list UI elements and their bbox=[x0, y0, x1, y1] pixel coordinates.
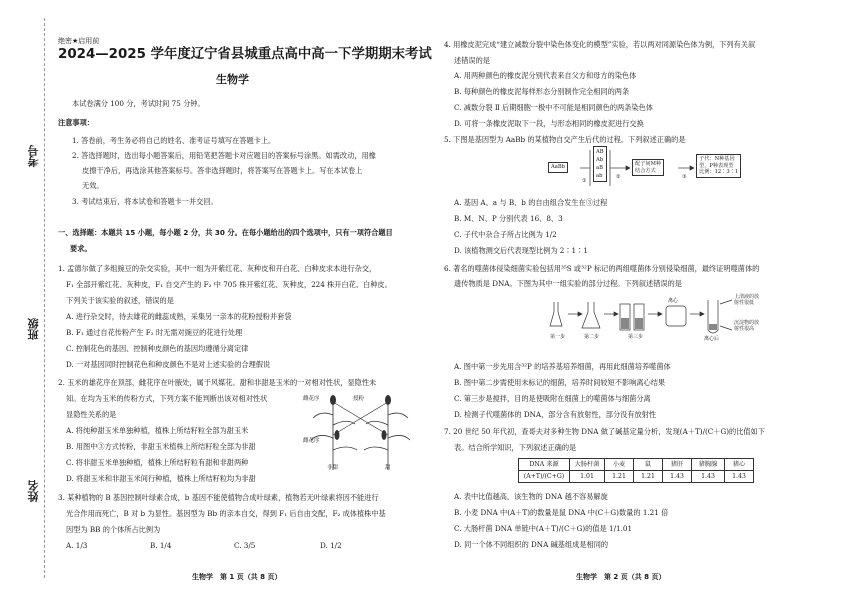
q2-option-c: C. 将非甜玉米单独种植，植株上所结籽粒有甜和非甜两种 bbox=[66, 458, 249, 467]
q2-option-a: A. 将纯种甜玉米单独种植，植株上所结籽粒全部为甜玉米 bbox=[66, 426, 249, 435]
step-marker: ① bbox=[582, 178, 587, 184]
corn-figure bbox=[303, 390, 418, 472]
table-cell: 1.21 bbox=[634, 471, 663, 483]
genetic-cross-diagram bbox=[548, 146, 778, 192]
gamete-label: Ab bbox=[596, 157, 604, 163]
name-label: 姓名 bbox=[27, 480, 40, 502]
q7-option-b: B. 小麦 DNA 中(A＋T)的数量是鼠 DNA 中(C＋G)数量的 1.21 倍 bbox=[454, 508, 669, 517]
binding-margin bbox=[0, 0, 48, 593]
centrifuge-label: 离心 bbox=[668, 298, 679, 304]
step-marker: ③ bbox=[682, 174, 687, 180]
fig-label-ear: 雌花序 bbox=[303, 438, 320, 444]
table-header-row bbox=[519, 459, 754, 471]
offspring-box bbox=[696, 154, 741, 178]
q5-option-b: B. M、N、P 分别代表 16、8、3 bbox=[454, 214, 563, 223]
q4-stem: 述错误的是 bbox=[454, 56, 490, 65]
q3-option-c: C. 3/5 bbox=[234, 541, 256, 550]
secret-mark: 绝密★启用前 bbox=[58, 37, 100, 45]
q7-option-d: D. 同一个体不同组织的 DNA 碱基组成是相同的 bbox=[454, 540, 609, 549]
q3-stem: 光合作用而死亡，B 对 b 为显性。基因型为 Bb 的亲本自交，得到 F₁ 后自由交配，F₂ 成体植株中基 bbox=[66, 509, 386, 518]
q2-stem: 2. 玉米的雄花序在顶部，雌花序在叶腋处，属于风媒花。甜和非甜是玉米的一对相对性状，显隐性未 bbox=[58, 378, 377, 387]
q1-option-c: C. 控制花色的基因、控制种皮颜色的基因均遵循分离定律 bbox=[66, 344, 249, 353]
table-cell: 1.21 bbox=[605, 471, 634, 483]
fig-label-tassel: 雌花序 bbox=[303, 396, 320, 402]
fertilization-line: 结合方式 bbox=[635, 167, 656, 174]
offspring-line: 子代：N种基因 bbox=[699, 156, 735, 162]
table-cell: 1.01 bbox=[570, 471, 605, 483]
step-label: 第二步 bbox=[584, 334, 600, 340]
table-header-cell: 鼠 bbox=[634, 459, 663, 471]
table-row bbox=[519, 471, 754, 483]
table-header-cell: 大肠杆菌 bbox=[570, 459, 605, 471]
q1-stem: F₁ 全部开紫红花、灰种皮，F₁ 自交产生的 F₂ 中 705 株开紫红花、灰种皮，224 株开白花、白种皮。 bbox=[66, 280, 392, 289]
q4-option-d: D. 可将一条橡皮泥取下一段，与形态相同的橡皮泥进行交换 bbox=[454, 119, 644, 128]
class-label: 班级 bbox=[27, 318, 40, 340]
table-cell: 1.43 bbox=[692, 471, 725, 483]
q1-stem: 1. 孟德尔做了多组豌豆的杂交实验，其中一组为开紫红花、灰种皮和开白花、白种皮求本进行杂交， bbox=[58, 264, 377, 273]
q6-option-c: C. 第三步是搅拌，目的是使吸附在细菌上的噬菌体与细菌分离 bbox=[454, 394, 651, 403]
q6-option-a: A. 图中第一步先用含³²P 的培养基培养细菌，再用此细菌培养噬菌体 bbox=[454, 362, 671, 371]
table-header-cell: 猪胸腺 bbox=[692, 459, 725, 471]
q5-option-c: C. 子代中杂合子所占比例为 1/2 bbox=[454, 230, 557, 239]
q2-stem: 知。在均为玉米的传粉方式，下列方案不能判断出该对相对性状 bbox=[66, 394, 268, 403]
table-header-cell: DNA 来源 bbox=[519, 459, 570, 471]
q3-stem: 3. 某种植物的 B 基因控制叶绿素合成，b 基因不能使植物合成叶绿素，植物若无叶绿素将因不能进行 bbox=[58, 493, 379, 502]
notes-heading: 注意事项： bbox=[58, 118, 94, 127]
fertilization-box bbox=[632, 159, 664, 176]
offspring-line: 型，P种表现型 bbox=[699, 162, 734, 169]
q6-stem: 遗传物质是 DNA。下图为其中一组实验的部分过程。下列叙述错误的是 bbox=[454, 279, 682, 288]
step-marker: ② bbox=[616, 174, 621, 180]
q6-stem: 6. 著名的噬菌体侵染细菌实验包括用³⁵S 或³²P 标记的两组噬菌体分别侵染细菌，最终证明噬菌体的 bbox=[444, 264, 760, 273]
q3-option-d: D. 1/2 bbox=[320, 541, 342, 550]
pellet-line: 沉淀物的放 bbox=[734, 320, 760, 326]
q1-option-d: D. 一对基因同时控制花色和种皮颜色不是对上述实验的合理假说 bbox=[66, 360, 271, 369]
parent-genotype-box: AaBb bbox=[548, 162, 568, 173]
gamete-label: aB bbox=[596, 165, 603, 171]
fig-label-pollination: 授粉 bbox=[353, 396, 365, 402]
table-row-label: (A+T)/(C+G) bbox=[519, 471, 570, 483]
step-label: 第三步 bbox=[628, 334, 644, 340]
q4-stem: 4. 用橡皮泥完成“建立减数分裂中染色体变化的模型”实验，若以两对同源染色体为例，下列有关叙 bbox=[444, 40, 756, 49]
q7-stem: 7. 20 世纪 50 年代初，查哥夫对多种生物 DNA 做了碱基定量分析，发现(A＋T)/(C＋G)的比值如下 bbox=[444, 427, 765, 436]
note-line: 无效。 bbox=[82, 181, 104, 190]
pellet-label bbox=[734, 320, 759, 332]
page-footer: 生物学 第 1 页（共 8 页） bbox=[192, 573, 282, 581]
exam-info: 本试卷满分 100 分，考试时间 75 分钟。 bbox=[72, 99, 205, 108]
q2-option-b: B. 用图中③方式传粉，非甜玉米植株上所结籽粒全部为非甜 bbox=[66, 442, 256, 451]
phage-experiment-figure bbox=[548, 292, 788, 356]
q4-option-c: C. 减数分裂 Ⅱ 后期细胞一极中不可能是相同颜色的两条染色体 bbox=[454, 103, 653, 112]
q7-stem: 表。结合所学知识，下列叙述正确的是 bbox=[454, 443, 577, 452]
gamete-label: ab bbox=[596, 173, 603, 179]
after-centrifuge-label: 离心后 bbox=[704, 336, 720, 342]
table-cell: 1.43 bbox=[725, 471, 754, 483]
q1-option-b: B. F₁ 通过自花传粉产生 F₂ 时无需对豌豆的花进行处理 bbox=[66, 328, 243, 337]
q1-option-a: A. 进行杂交时，待去雄花的雌蕊成熟，采集另一亲本的花粉授粉并套袋 bbox=[66, 312, 292, 321]
q7-option-a: A. 表中比值越高，该生物的 DNA 越不容易解旋 bbox=[454, 492, 608, 501]
note-line: 皮擦干净后，再选涂其他答案标号。答非选择题时，将答案写在答题卡上。写在本试卷上 bbox=[82, 166, 363, 175]
q1-stem: 下列关于该实验的叙述，错误的是 bbox=[66, 296, 174, 305]
subject-title: 生物学 bbox=[216, 73, 249, 86]
q3-option-a: A. 1/3 bbox=[66, 541, 88, 550]
section-heading-cont: 要求。 bbox=[70, 244, 92, 253]
pellet-line: 射性很高 bbox=[734, 326, 755, 332]
q2-stem: 显隐性关系的是 bbox=[66, 410, 117, 419]
q2-option-d: D. 将甜玉米和非甜玉米间行种植，植株上所结籽粒均为非甜 bbox=[66, 474, 256, 483]
gametes-box bbox=[593, 146, 607, 182]
q4-option-a: A. 用两种颜色的橡皮泥分别代表来自父方和母方的染色体 bbox=[454, 71, 637, 80]
page-right bbox=[444, 0, 816, 593]
step-label: 第一步 bbox=[550, 334, 566, 340]
q4-option-b: B. 每种颜色的橡皮泥每样形态分别制作完全相同的两条 bbox=[454, 87, 630, 96]
fig-caption-nonsweet: 非甜 bbox=[327, 465, 339, 471]
note-line: 3. 考试结束后，将本试卷和答题卡一并交回。 bbox=[72, 197, 218, 206]
note-line: 1. 答卷前，考生务必将自己的姓名、准考证号填写在答题卡上。 bbox=[72, 136, 276, 145]
page-footer: 生物学 第 2 页（共 8 页） bbox=[576, 573, 666, 581]
note-line: 2. 答选择题时，选出每小题答案后，用铅笔把答题卡对应题目的答案标号涂黑。如需改动，用橡 bbox=[72, 151, 376, 160]
gamete-label: AB bbox=[596, 149, 604, 155]
exam-title: 2024—2025 学年度辽宁省县城重点高中高一下学期期末考试 bbox=[58, 47, 432, 62]
q5-option-a: A. 基因 A、a 与 B、b 的自由组合发生在③过程 bbox=[454, 198, 608, 207]
supernatant-line: 射性很低 bbox=[734, 300, 755, 306]
q7-option-c: C. 大肠杆菌 DNA 单链中(A＋T)/(C＋G)的值是 1/1.01 bbox=[454, 524, 633, 533]
supernatant-line: 上清液的放 bbox=[734, 294, 760, 300]
fig-caption-sweet: 甜 bbox=[385, 465, 391, 471]
q3-stem: 因型为 BB 的个体所占比例为 bbox=[66, 525, 161, 534]
table-cell: 1.43 bbox=[663, 471, 692, 483]
dna-ratio-table bbox=[518, 458, 754, 483]
table-header-cell: 猪肝 bbox=[663, 459, 692, 471]
q6-option-d: D. 检测子代噬菌体的 DNA，部分含有放射性，部分没有放射性 bbox=[454, 410, 657, 419]
section-heading: 一、选择题：本题共 15 小题，每小题 2 分，共 30 分。在每小题给出的四个选项中，只有一项符合题目 bbox=[58, 228, 393, 237]
q5-stem: 5. 下图是基因型为 AaBb 的某植物自交产生后代的过程。下列叙述正确的是 bbox=[444, 135, 686, 144]
seal-line bbox=[44, 18, 45, 578]
table-header-cell: 猪心 bbox=[725, 459, 754, 471]
page-left bbox=[58, 0, 432, 593]
q6-option-b: B. 图中第二步需使用未标记的细菌，培养时间较短不影响离心结果 bbox=[454, 378, 666, 387]
q5-option-d: D. 该植物测交后代表现型比例为 2∶1∶1 bbox=[454, 246, 588, 255]
fertilization-line: 配子间M种 bbox=[635, 161, 662, 167]
q3-option-b: B. 1/4 bbox=[150, 541, 172, 550]
exam-number-label: 考号 bbox=[27, 145, 40, 167]
offspring-line: 比例：12∶3∶1 bbox=[699, 169, 739, 175]
table-header-cell: 小麦 bbox=[605, 459, 634, 471]
supernatant-label bbox=[734, 294, 759, 306]
